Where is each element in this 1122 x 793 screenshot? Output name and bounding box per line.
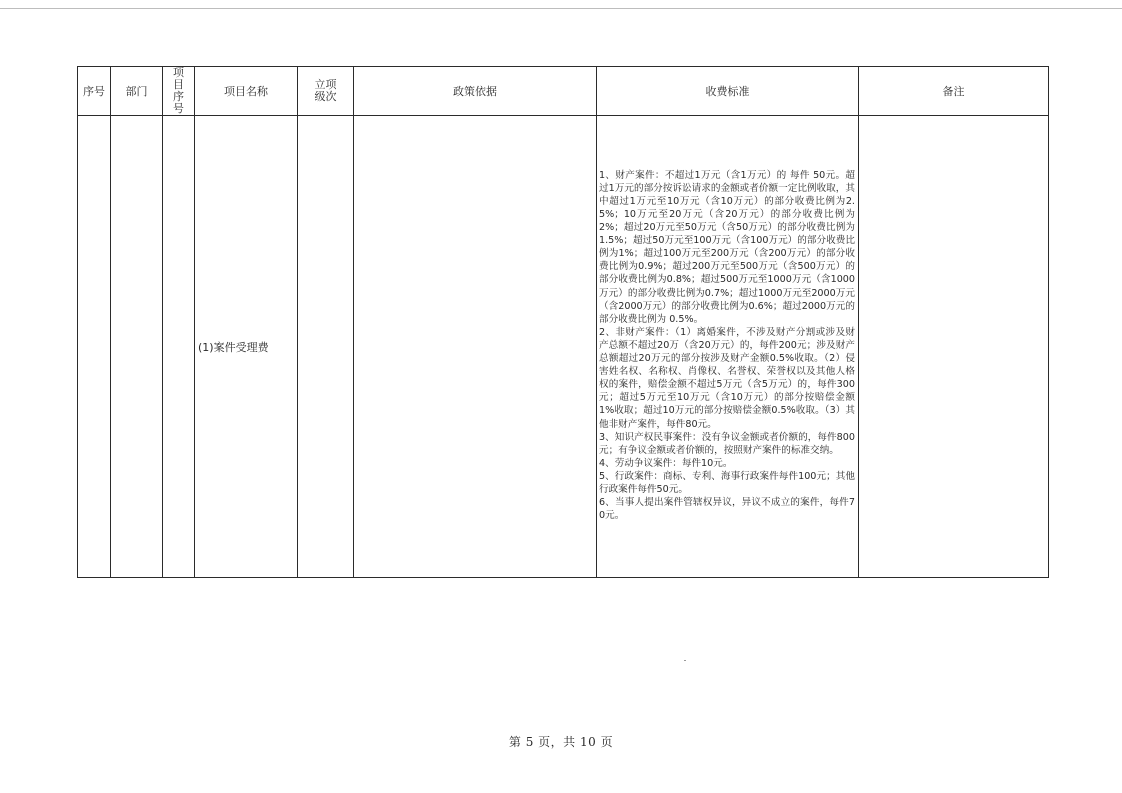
cell-item-seq xyxy=(163,116,195,578)
fee-standard-paragraph: 6、当事人提出案件管辖权异议，异议不成立的案件，每件70元。 xyxy=(599,497,855,522)
fee-standard-text xyxy=(599,169,855,523)
header-dept: 部门 xyxy=(111,67,163,116)
scan-speck xyxy=(684,660,686,661)
header-level: 立项级次 xyxy=(298,67,354,116)
header-policy: 政策依据 xyxy=(354,67,597,116)
fee-standard-paragraph: 1、财产案件：不超过1万元（含1万元）的 每件 50元。超过1万元的部分按诉讼请求的金额或者价额一定比例收取，其中超过1万元至10万元（含10万元）的部分收费比例为2.5%；10万元至20万元（含20万元）的部分收费比例为2%；超过20万元至50万元（含50万元）的部分收费比例为1.5%；超过50万元至100万元（含100万元）的部分收费比例为1%；超过100万元至200万元（含200万元）的部分收费比例为0.9%；超过200万元至500万元（含500万元）的部分收费比例为0.8%；超过500万元至1000万元（含1000万元）的部分收费比例为0.7%；超过1000万元至2000万元（含2000万元）的部分收费比例为0.6%；超过2000万元的部分收费比例为 0.5%。 xyxy=(599,169,855,325)
cell-remark xyxy=(859,116,1049,578)
fee-standard-paragraph: 5、行政案件：商标、专利、海事行政案件每件100元；其他行政案件每件50元。 xyxy=(599,470,855,495)
header-item-name: 项目名称 xyxy=(195,67,298,116)
page-number: 第 5 页，共 10 页 xyxy=(508,735,614,749)
header-item-seq: 项目序号 xyxy=(163,67,195,116)
cell-fee-standard xyxy=(597,116,859,578)
fee-table xyxy=(77,66,1049,578)
cell-level xyxy=(298,116,354,578)
header-seq: 序号 xyxy=(78,67,111,116)
cell-dept xyxy=(111,116,163,578)
header-fee-standard: 收费标准 xyxy=(597,67,859,116)
cell-seq xyxy=(78,116,111,578)
fee-standard-paragraph: 4、劳动争议案件：每件10元。 xyxy=(599,457,733,469)
fee-standard-paragraph: 3、知识产权民事案件：没有争议金额或者价额的，每件800元；有争议金额或者价额的，按照财产案件的标准交纳。 xyxy=(599,431,855,456)
cell-item-name: (1)案件受理费 xyxy=(195,116,298,578)
scan-edge-line xyxy=(0,8,1122,9)
table-row xyxy=(78,116,1049,578)
table-header-row xyxy=(78,67,1049,116)
fee-standard-paragraph: 2、非财产案件：（1）离婚案件，不涉及财产分割或涉及财产总额不超过20万（含20万元）的，每件200元；涉及财产总额超过20万元的部分按涉及财产金额0.5%收取。（2）侵害姓名权、名称权、肖像权、名誉权、荣誉权以及其他人格权的案件，赔偿金额不超过5万元（含5万元）的，每件300元；超过5万元至10万元（含10万元）的部分按赔偿金额1%收取；超过10万元的部分按赔偿金额0.5%收取。（3）其他非财产案件，每件80元。 xyxy=(599,326,855,430)
header-remark: 备注 xyxy=(859,67,1049,116)
cell-policy xyxy=(354,116,597,578)
